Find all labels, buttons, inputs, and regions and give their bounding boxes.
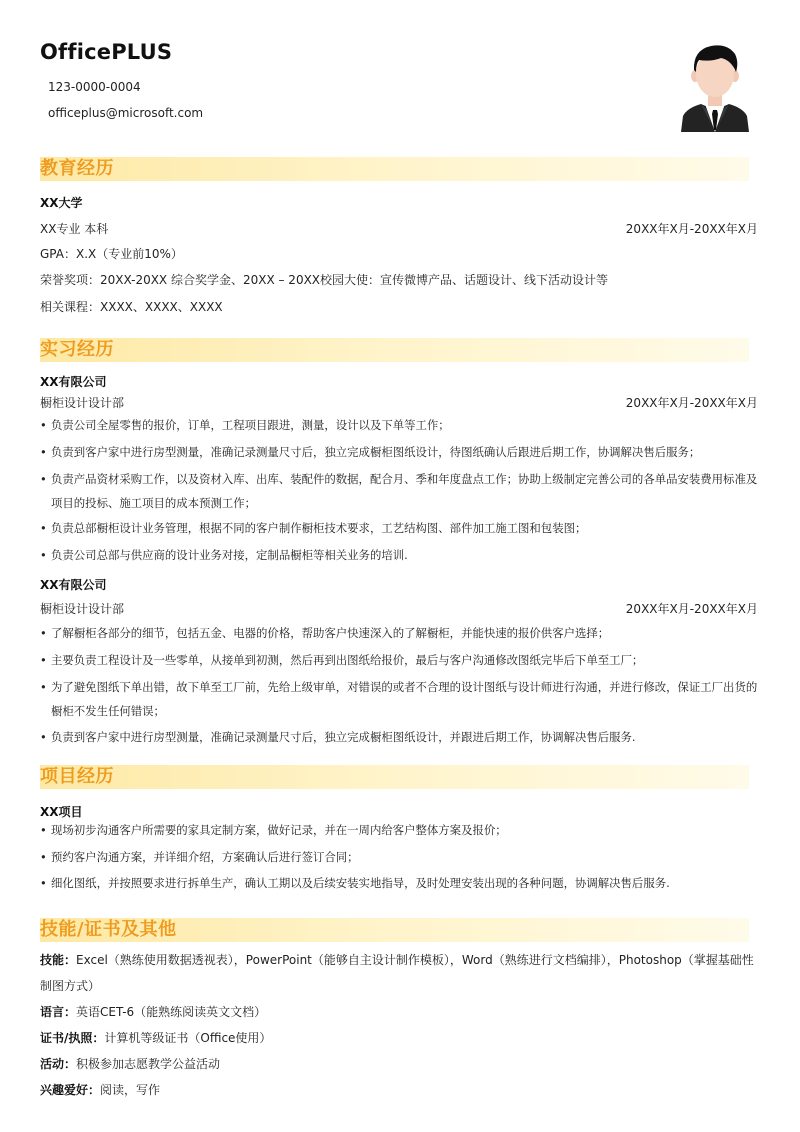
certificate-value: 计算机等级证书（Office使用）: [104, 1031, 272, 1045]
internship-section-header: [40, 338, 749, 362]
list-item: [40, 516, 762, 540]
bullet-dot: •: [40, 680, 47, 694]
email-address: officeplus@microsoft.com: [48, 106, 204, 120]
internship-section-title: 实习经历: [40, 339, 114, 360]
skills-section-title: 技能/证书及其他: [40, 919, 177, 940]
list-item: [40, 648, 762, 672]
list-item: [40, 467, 762, 515]
bullet-text: 负责总部橱柜设计业务管理，根据不同的客户制作橱柜技术要求，工艺结构图、部件加工施工图和包装图；: [51, 521, 587, 535]
bullet-dot: •: [40, 521, 47, 535]
list-item: [40, 845, 762, 869]
hobbies-value: 阅读，写作: [100, 1083, 161, 1097]
bullet-dot: •: [40, 823, 47, 837]
education-section-header: [40, 157, 749, 181]
bullet-text: 预约客户沟通方案，并详细介绍，方案确认后进行签订合同；: [51, 850, 359, 864]
phone-number: 123-0000-0004: [48, 80, 141, 94]
project-section-title: 项目经历: [40, 766, 114, 787]
gpa: GPA：X.X（专业前10%）: [40, 247, 183, 261]
skills-section-header: [40, 918, 749, 942]
bullet-text: 负责到客户家中进行房型测量，准确记录测量尺寸后，独立完成橱柜图纸设计，待图纸确认后跟进后期工作，协调解决售后服务；: [51, 445, 701, 459]
hobbies-label: 兴趣爱好：: [40, 1083, 101, 1097]
major-degree: XX专业 本科: [40, 222, 109, 236]
candidate-name: OfficePLUS: [40, 40, 173, 64]
activity-value: 积极参加志愿教学公益活动: [76, 1057, 221, 1071]
language-label: 语言：: [40, 1005, 77, 1019]
bullet-dot: •: [40, 730, 47, 744]
list-item: [40, 871, 762, 895]
project-name: XX项目: [40, 805, 83, 819]
certificate-row: [40, 1025, 762, 1051]
education-date: 20XX年X月-20XX年X月: [625, 222, 758, 236]
bullet-dot: •: [40, 445, 47, 459]
job-company: XX有限公司: [40, 578, 107, 592]
bullet-text: 现场初步沟通客户所需要的家具定制方案，做好记录，并在一周内给客户整体方案及报价；: [51, 823, 507, 837]
bullet-dot: •: [40, 626, 47, 640]
male-avatar-icon: [681, 40, 749, 132]
bullet-dot: •: [40, 850, 47, 864]
activity-label: 活动：: [40, 1057, 77, 1071]
bullet-text: 负责公司全屋零售的报价，订单，工程项目跟进，测量，设计以及下单等工作；: [51, 418, 450, 432]
hobbies-row: [40, 1077, 762, 1103]
bullet-dot: •: [40, 472, 47, 486]
job-company: XX有限公司: [40, 375, 107, 389]
list-item: [40, 413, 762, 437]
bullet-dot: •: [40, 653, 47, 667]
project-section-header: [40, 765, 749, 789]
bullet-text: 细化图纸，并按照要求进行拆单生产，确认工期以及后续安装实地指导，及时处理安装出现的各种问题，协调解决售后服务.: [51, 876, 670, 890]
skill-label: 技能：: [40, 953, 77, 967]
honors: 荣誉奖项：20XX-20XX 综合奖学金、20XX – 20XX校园大使：宣传微博产品、话题设计、线下活动设计等: [40, 273, 609, 287]
bullet-text: 负责产品资材采购工作，以及资材入库、出库、装配件的数据，配合月、季和年度盘点工作；协助上级制定完善公司的各单品安装费用标准及项目的投标、施工项目的成本预测工作；: [51, 472, 758, 510]
bullet-text: 负责到客户家中进行房型测量，准确记录测量尺寸后，独立完成橱柜图纸设计，并跟进后期工作，协调解决售后服务.: [51, 730, 636, 744]
education-section-title: 教育经历: [40, 158, 114, 179]
bullet-dot: •: [40, 548, 47, 562]
skill-value: Excel（熟练使用数据透视表），PowerPoint（能够自主设计制作模板），Word（熟练进行文档编排），Photoshop（掌握基础性制图方式）: [40, 953, 754, 993]
certificate-label: 证书/执照：: [40, 1031, 105, 1045]
job-department: 橱柜设计设计部: [40, 396, 125, 410]
job-date: 20XX年X月-20XX年X月: [625, 602, 758, 616]
job-department: 橱柜设计设计部: [40, 602, 125, 616]
bullet-text: 负责公司总部与供应商的设计业务对接，定制品橱柜等相关业务的培训.: [51, 548, 408, 562]
bullet-dot: •: [40, 876, 47, 890]
list-item: [40, 621, 762, 645]
language-row: [40, 999, 762, 1025]
bullet-dot: •: [40, 418, 47, 432]
list-item: [40, 440, 762, 464]
job-date: 20XX年X月-20XX年X月: [625, 396, 758, 410]
list-item: [40, 725, 762, 749]
skill-row: [40, 947, 762, 999]
list-item: [40, 543, 762, 567]
related-courses: 相关课程：XXXX、XXXX、XXXX: [40, 300, 223, 314]
language-value: 英语CET-6（能熟练阅读英文文档）: [76, 1005, 267, 1019]
bullet-text: 了解橱柜各部分的细节，包括五金、电器的价格，帮助客户快速深入的了解橱柜，并能快速的报价供客户选择；: [51, 626, 610, 640]
list-item: [40, 818, 762, 842]
bullet-text: 主要负责工程设计及一些零单，从接单到初测，然后再到出图纸给报价，最后与客户沟通修改图纸完毕后下单至工厂；: [51, 653, 644, 667]
activity-row: [40, 1051, 762, 1077]
list-item: [40, 675, 762, 723]
bullet-text: 为了避免图纸下单出错，故下单至工厂前，先给上级审单，对错误的或者不合理的设计图纸与设计师进行沟通，并进行修改，保证工厂出货的橱柜不发生任何错误；: [51, 680, 758, 718]
school-name: XX大学: [40, 196, 83, 210]
